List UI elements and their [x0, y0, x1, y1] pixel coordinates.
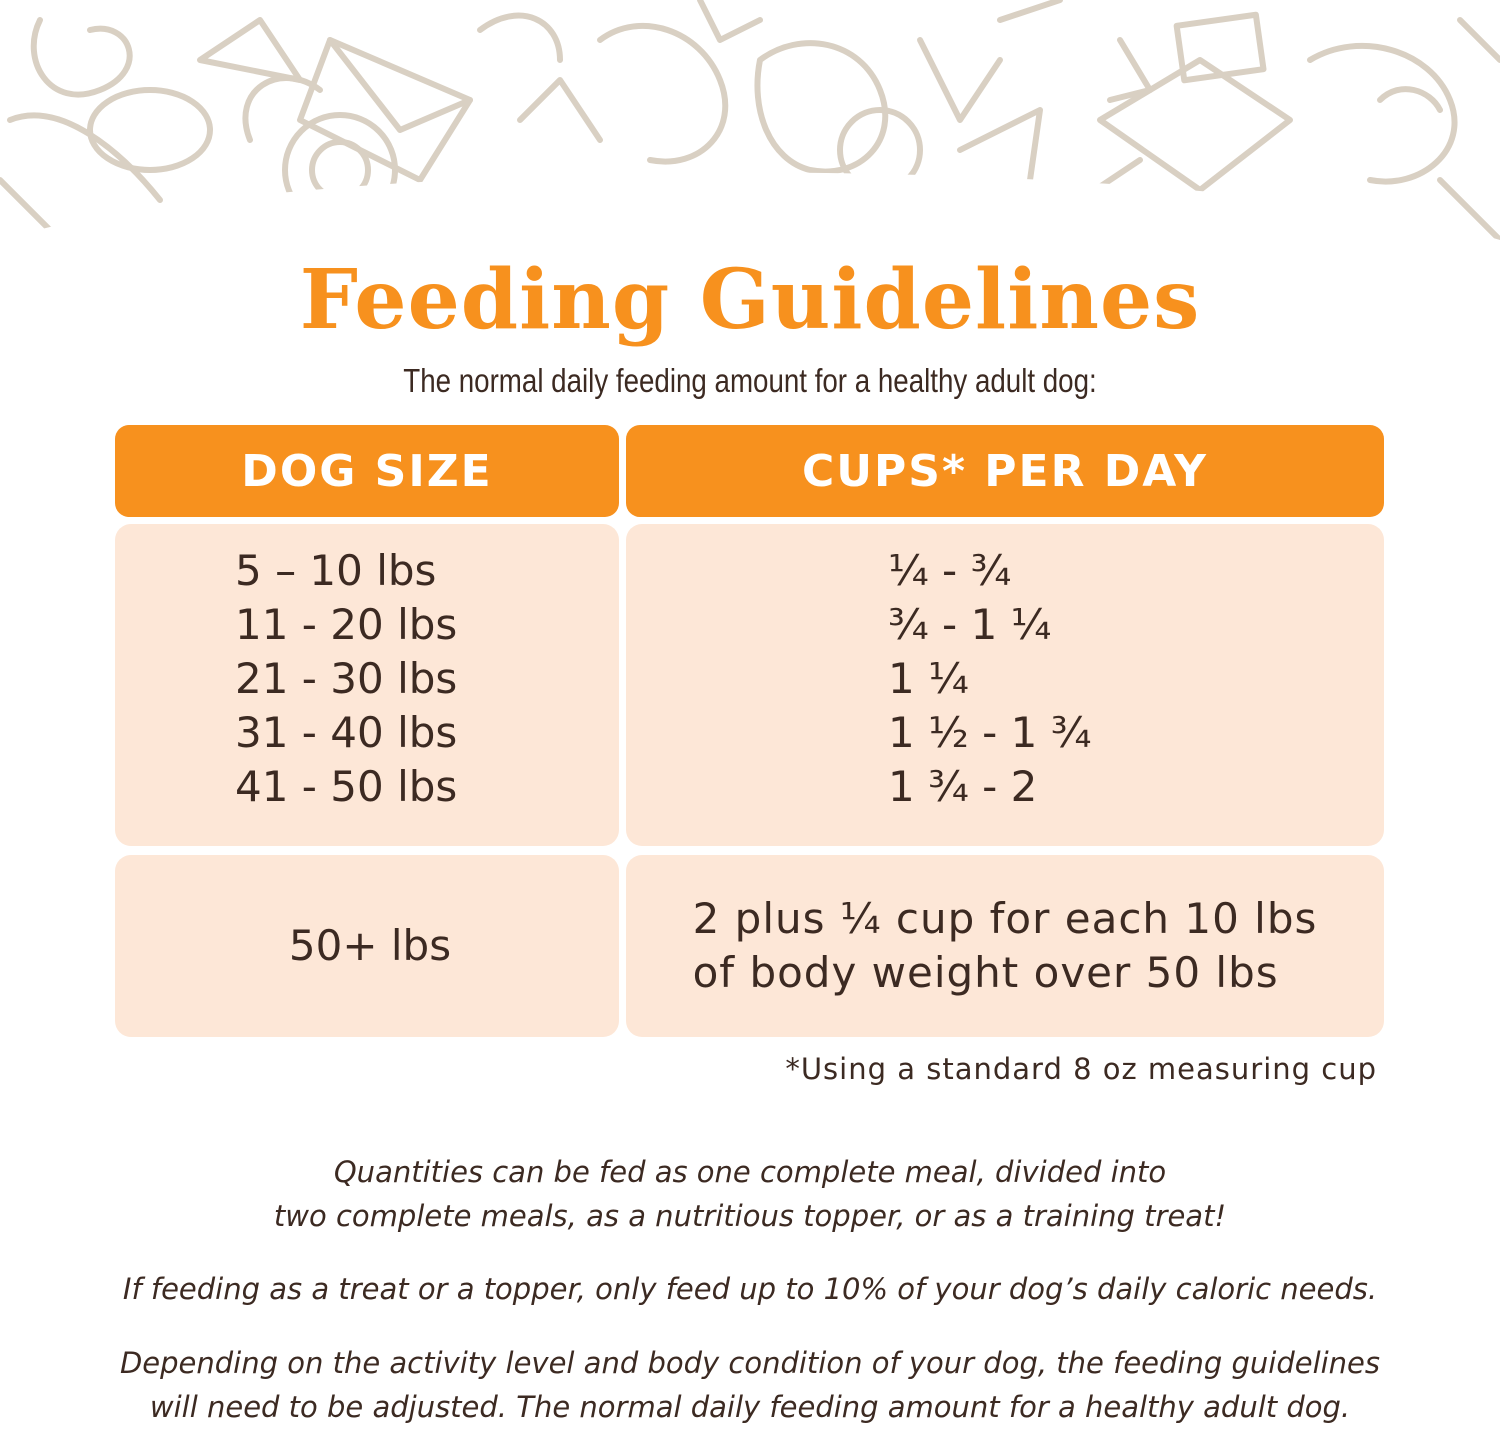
- dog-size-value: 41 - 50 lbs: [235, 762, 458, 811]
- cups-50-plus-text: [693, 892, 1318, 1000]
- note-adjustment: [0, 1341, 1500, 1429]
- dog-size-list: [235, 544, 457, 814]
- cups-value: ¾ - 1 ¼: [888, 600, 1052, 649]
- dog-size-value: 21 - 30 lbs: [235, 654, 458, 703]
- dog-size-cell: [115, 524, 619, 846]
- decorative-food-pattern: [0, 0, 1500, 260]
- column-header-cups-per-day: CUPS* PER DAY: [626, 425, 1384, 517]
- dog-size-50-plus: 50+ lbs: [288, 921, 452, 970]
- cups-per-day-cell: [626, 524, 1384, 846]
- page-title: Feeding Guidelines: [299, 252, 1201, 348]
- cups-50-plus-cell: [626, 855, 1384, 1037]
- note-line: Quantities can be fed as one complete meal, divided into: [333, 1155, 1167, 1189]
- cups-value: ¼ - ¾: [888, 546, 1012, 595]
- page-subtitle: The normal daily feeding amount for a healthy adult dog:: [403, 362, 1097, 399]
- note-line: will need to be adjusted. The normal daily feeding amount for a healthy adult dog.: [149, 1390, 1351, 1424]
- note-line: two complete meals, as a nutritious topper, or as a training treat!: [273, 1199, 1227, 1233]
- cups-50-plus-line: of body weight over 50 lbs: [692, 948, 1279, 997]
- dog-size-value: 11 - 20 lbs: [235, 600, 458, 649]
- note-treat-topper: If feeding as a treat or a topper, only feed up to 10% of your dog’s daily caloric needs.: [122, 1272, 1378, 1306]
- dog-size-value: 31 - 40 lbs: [235, 708, 458, 757]
- note-quantities: [0, 1150, 1500, 1238]
- dog-size-value: 5 – 10 lbs: [235, 546, 437, 595]
- cups-value: 1 ½ - 1 ¾: [888, 708, 1092, 757]
- cups-value: 1 ¼: [888, 654, 969, 703]
- dog-size-50-plus-cell: [115, 855, 619, 1037]
- column-header-dog-size: DOG SIZE: [115, 425, 619, 517]
- note-line: Depending on the activity level and body condition of your dog, the feeding guidelines: [119, 1346, 1381, 1380]
- measuring-cup-footnote: *Using a standard 8 oz measuring cup: [785, 1052, 1377, 1086]
- cups-50-plus-line: 2 plus ¼ cup for each 10 lbs: [692, 894, 1318, 943]
- cups-list: [888, 544, 1091, 814]
- cups-value: 1 ¾ - 2: [888, 762, 1038, 811]
